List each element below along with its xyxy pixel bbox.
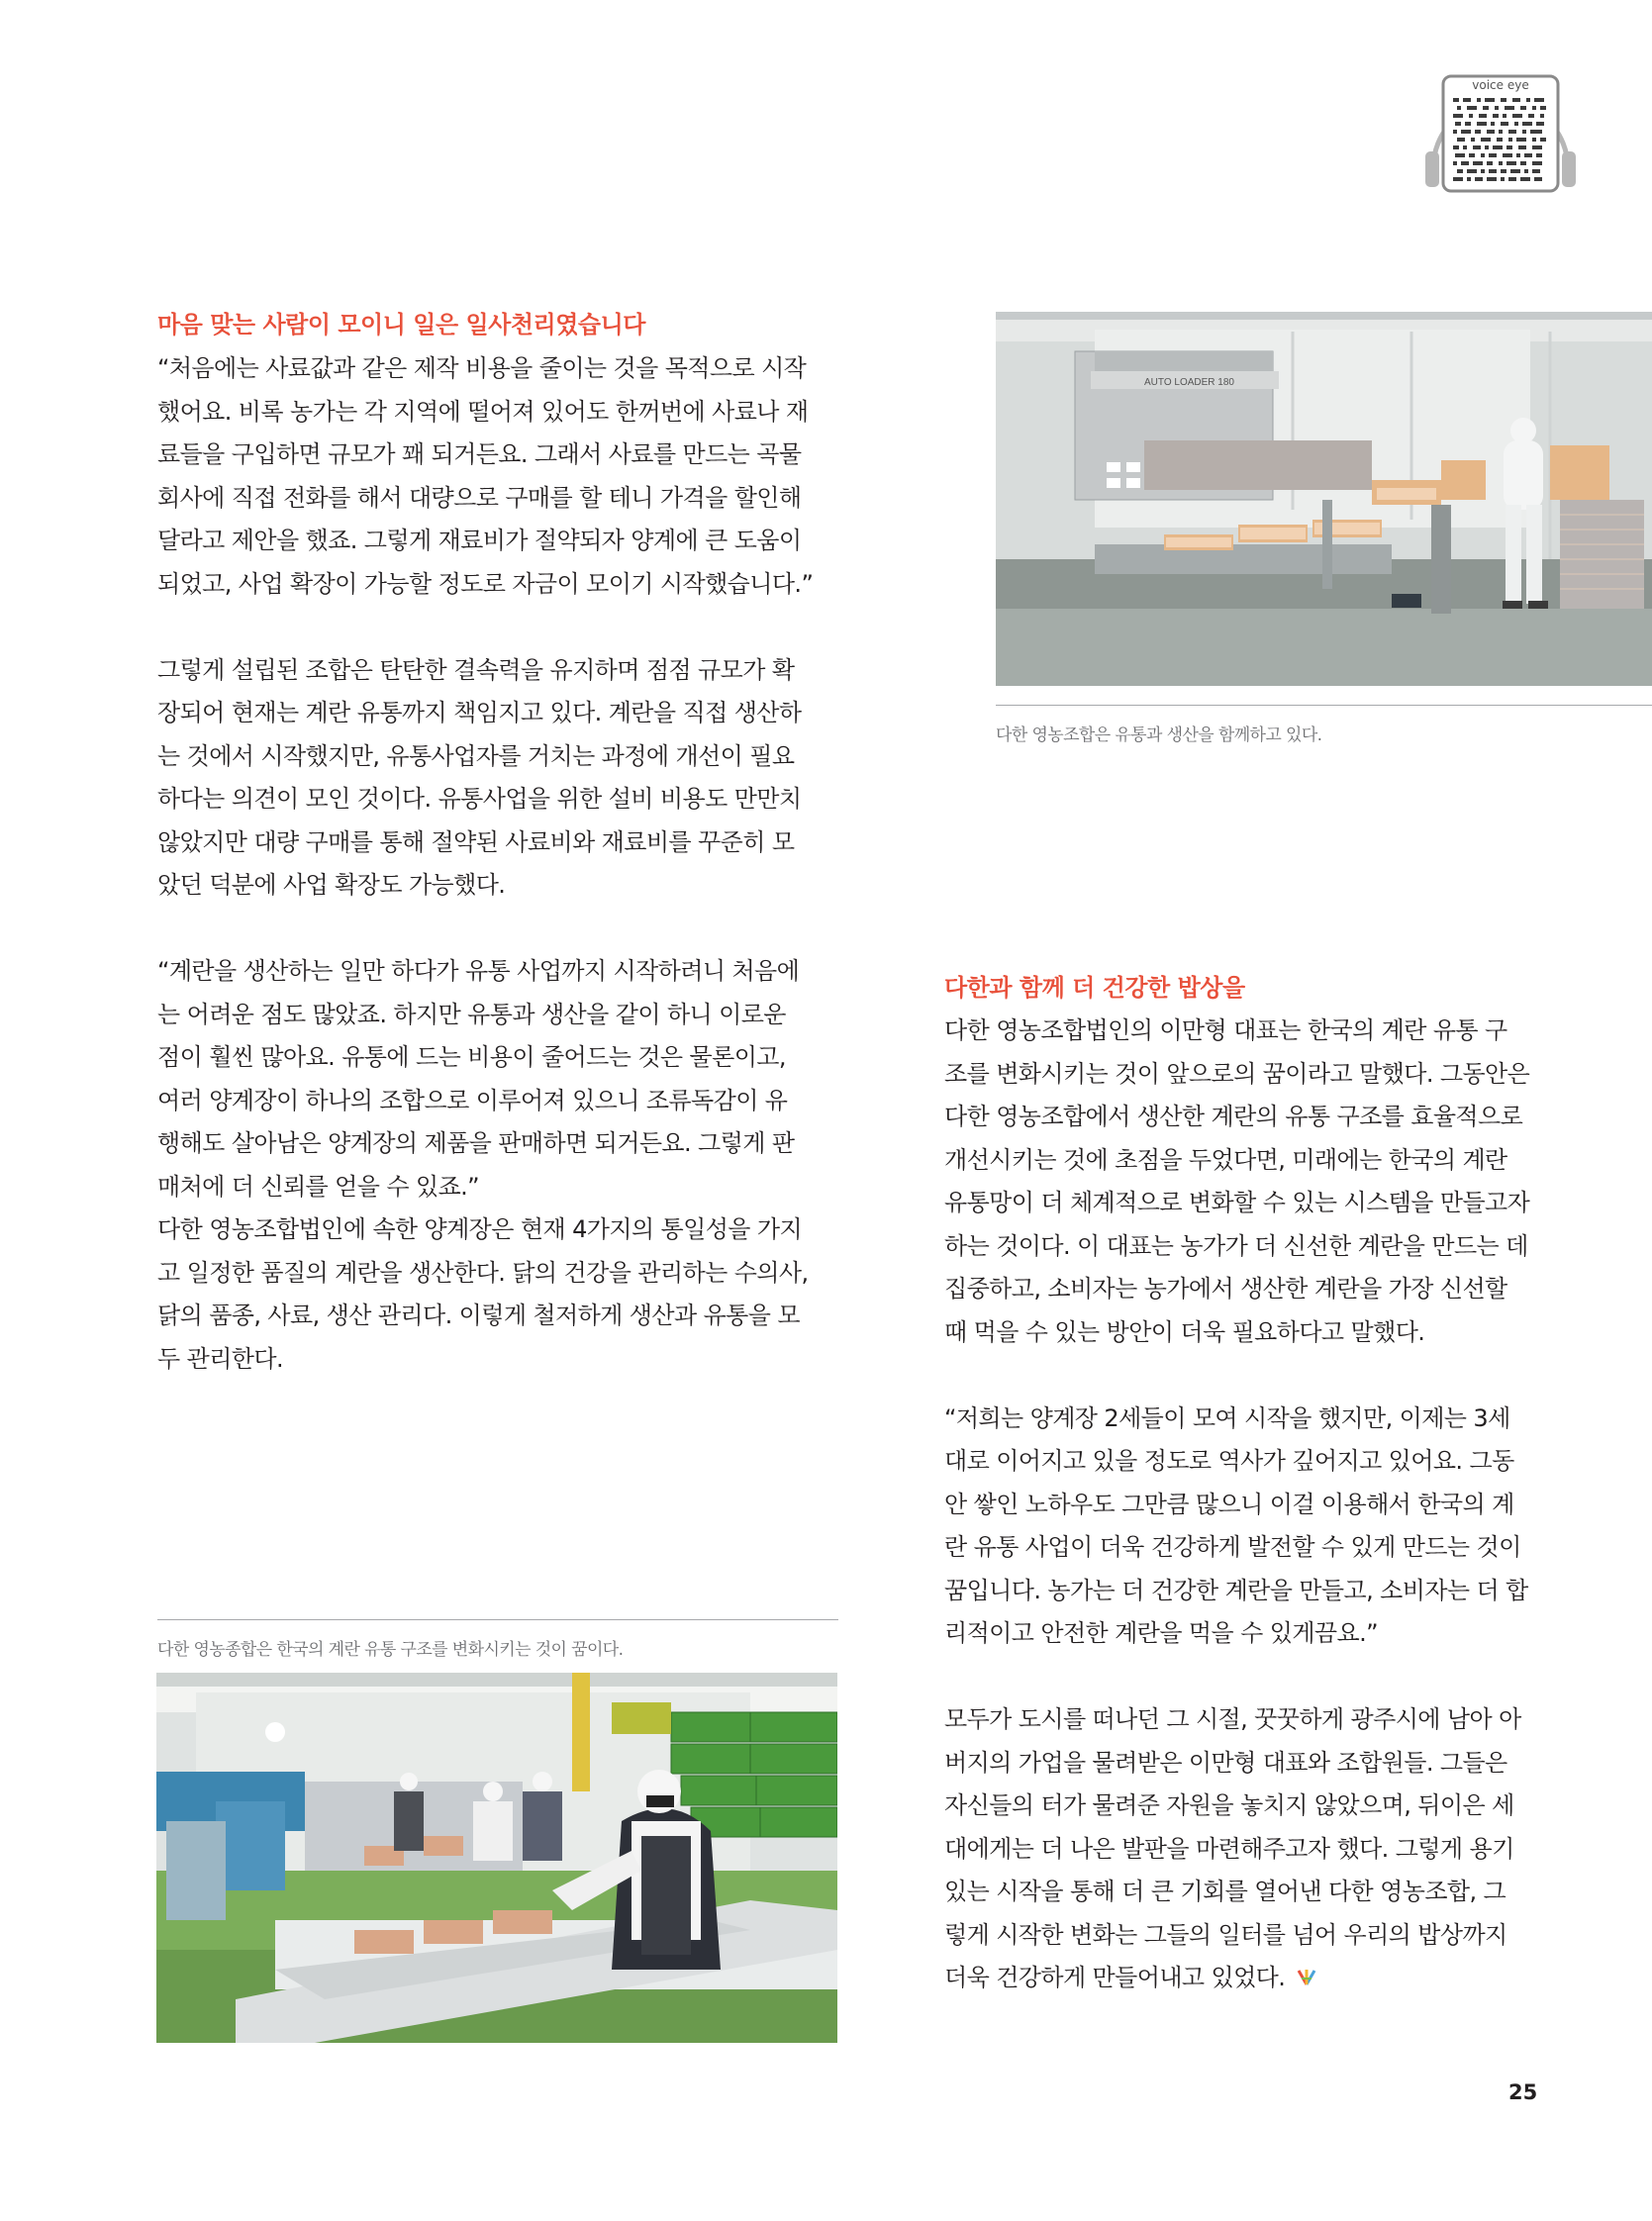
body-line-text: 더욱 건강하게 만들어내고 있었다. xyxy=(944,1964,1286,1991)
body-line: 대에게는 더 나은 발판을 마련해주고자 했다. 그렇게 용기 xyxy=(944,1834,1514,1863)
body-line: 때 먹을 수 있는 방안이 더욱 필요하다고 말했다. xyxy=(944,1317,1425,1346)
machine-label: AUTO LOADER 180 xyxy=(1144,377,1234,388)
body-line: 않았지만 대량 구매를 통해 절약된 사료비와 재료비를 꾸준히 모 xyxy=(157,827,795,856)
body-line: 다한 영농조합에서 생산한 계란의 유통 구조를 효율적으로 xyxy=(944,1103,1523,1130)
body-line: 다한 영농조합법인에 속한 양계장은 현재 4가지의 통일성을 가지 xyxy=(157,1215,803,1243)
body-line: 는 어려운 점도 많았죠. 하지만 유통과 생산을 같이 하니 이로운 xyxy=(157,1000,786,1028)
body-line: 고 일정한 품질의 계란을 생산한다. 닭의 건강을 관리하는 수의사, xyxy=(157,1258,809,1287)
body-line: 는 것에서 시작했지만, 유통사업자를 거치는 과정에 개선이 필요 xyxy=(157,741,795,770)
photo-egg-packing-line xyxy=(156,1673,837,2043)
body-line: 행해도 살아남은 양계장의 제품을 판매하면 되거든요. 그렇게 판 xyxy=(157,1129,795,1157)
body-line: “계란을 생산하는 일만 하다가 유통 사업까지 시작하려니 처음에 xyxy=(157,957,800,985)
body-line: 점이 훨씬 많아요. 유통에 드는 비용이 줄어드는 것은 물론이고, xyxy=(157,1043,786,1071)
photo-bottom-caption: 다한 영농종합은 한국의 계란 유통 구조를 변화시키는 것이 꿈이다. xyxy=(157,1640,624,1660)
body-line: 았던 덕분에 사업 확장도 가능했다. xyxy=(157,871,506,899)
body-line: 달라고 제안을 했죠. 그렇게 재료비가 절약되자 양계에 큰 도움이 xyxy=(157,527,802,554)
voice-eye-label: voice eye xyxy=(1472,78,1529,92)
body-line: 개선시키는 것에 초점을 두었다면, 미래에는 한국의 계란 xyxy=(944,1145,1507,1174)
body-line: 매처에 더 신뢰를 얻을 수 있죠.” xyxy=(157,1172,480,1201)
caption-divider-bottom xyxy=(157,1619,838,1620)
photo-egg-loader xyxy=(996,312,1652,686)
body-line: 하는 것이다. 이 대표는 농가가 더 신선한 계란을 만드는 데 xyxy=(944,1231,1528,1260)
photo-top-caption: 다한 영농조합은 유통과 생산을 함께하고 있다. xyxy=(996,725,1322,745)
voice-eye-badge xyxy=(1423,74,1578,195)
body-line: 란 유통 사업이 더욱 건강하게 발전할 수 있게 만드는 것이 xyxy=(944,1533,1521,1561)
section1-heading: 마음 맞는 사람이 모이니 일은 일사천리였습니다 xyxy=(157,311,645,338)
body-line: 버지의 가업을 물려받은 이만형 대표와 조합원들. 그들은 xyxy=(944,1748,1507,1777)
body-line: 조를 변화시키는 것이 앞으로의 꿈이라고 말했다. 그동안은 xyxy=(944,1059,1530,1088)
body-line: 회사에 직접 전화를 해서 대량으로 구매를 할 테니 가격을 할인해 xyxy=(157,483,802,512)
body-line: 다한 영농조합법인의 이만형 대표는 한국의 계란 유통 구 xyxy=(944,1016,1507,1044)
body-line: 했어요. 비록 농가는 각 지역에 떨어져 있어도 한꺼번에 사료나 재 xyxy=(157,397,809,426)
body-line: 그렇게 설립된 조합은 탄탄한 결속력을 유지하며 점점 규모가 확 xyxy=(157,655,795,684)
section2-body xyxy=(944,1010,1529,2000)
body-line: 렇게 시작한 변화는 그들의 일터를 넘어 우리의 밥상까지 xyxy=(944,1920,1507,1949)
body-line: 안 쌓인 노하우도 그만큼 많으니 이걸 이용해서 한국의 계 xyxy=(944,1490,1514,1518)
body-line: 두 관리한다. xyxy=(157,1344,283,1373)
body-line xyxy=(944,1957,1529,2000)
body-line: 되었고, 사업 확장이 가능할 정도로 자금이 모이기 시작했습니다.” xyxy=(157,569,814,598)
body-line: 자신들의 터가 물려준 자원을 놓치지 않았으며, 뒤이은 세 xyxy=(944,1791,1514,1819)
body-line: “저희는 양계장 2세들이 모여 시작을 했지만, 이제는 3세 xyxy=(944,1403,1510,1432)
body-line: 유통망이 더 체계적으로 변화할 수 있는 시스템을 만들고자 xyxy=(944,1189,1530,1216)
voice-eye-icon xyxy=(1423,74,1578,195)
section2-heading: 다한과 함께 더 건강한 밥상을 xyxy=(944,974,1245,1002)
body-line: 꿈입니다. 농가는 더 건강한 계란을 만들고, 소비자는 더 합 xyxy=(944,1576,1528,1604)
body-line: 대로 이어지고 있을 정도로 역사가 깊어지고 있어요. 그동 xyxy=(944,1447,1514,1475)
caption-divider-top xyxy=(996,705,1652,706)
body-line: “처음에는 사료값과 같은 제작 비용을 줄이는 것을 목적으로 시작 xyxy=(157,354,807,382)
body-line: 하다는 의견이 모인 것이다. 유통사업을 위한 설비 비용도 만만치 xyxy=(157,785,802,813)
body-line: 있는 시작을 통해 더 큰 기회를 열어낸 다한 영농조합, 그 xyxy=(944,1878,1506,1905)
section1-body xyxy=(157,347,813,1381)
body-line: 여러 양계장이 하나의 조합으로 이루어져 있으니 조류독감이 유 xyxy=(157,1086,788,1114)
page-number: 25 xyxy=(1508,2080,1538,2104)
body-line: 닭의 품종, 사료, 생산 관리다. 이렇게 철저하게 생산과 유통을 모 xyxy=(157,1302,800,1329)
body-line: 집중하고, 소비자는 농가에서 생산한 계란을 가장 신선할 xyxy=(944,1275,1507,1303)
body-line: 료들을 구입하면 규모가 꽤 되거든요. 그래서 사료를 만드는 곡물 xyxy=(157,440,802,468)
end-mark-icon xyxy=(1296,1967,1317,1988)
body-line: 모두가 도시를 떠나던 그 시절, 꿋꿋하게 광주시에 남아 아 xyxy=(944,1705,1521,1733)
body-line: 리적이고 안전한 계란을 먹을 수 있게끔요.” xyxy=(944,1619,1378,1647)
body-line: 장되어 현재는 계란 유통까지 책임지고 있다. 계란을 직접 생산하 xyxy=(157,699,802,726)
